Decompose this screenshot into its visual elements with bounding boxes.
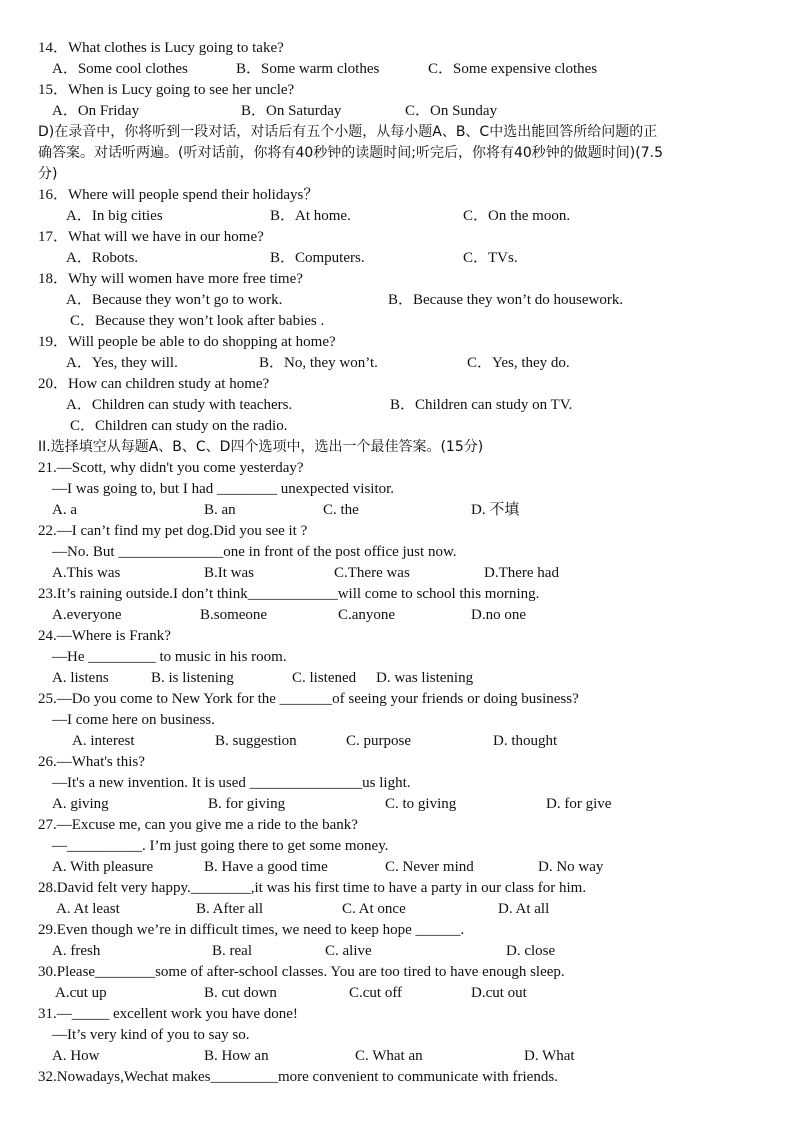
question-23-option-a: A.everyone (52, 607, 122, 623)
question-18-option-a: A．Because they won’t go to work. (66, 292, 283, 308)
question-23-option-d: D.no one (471, 607, 526, 623)
question-16-option-a: A．In big cities (66, 208, 163, 224)
question-31-option-b: B. How an (204, 1048, 269, 1064)
question-15-option-c: C．On Sunday (405, 103, 498, 119)
question-18-stem: 18．Why will women have more free time? (38, 271, 303, 287)
section-ii-heading: II.选择填空从每题A、B、C、D四个选项中，选出一个最佳答案。(15分) (38, 439, 484, 455)
question-16-option-b: B．At home. (270, 208, 351, 224)
question-31-reply: —It’s very kind of you to say so. (52, 1027, 250, 1043)
question-19-option-c: C．Yes, they do. (467, 355, 570, 371)
question-29-stem: 29.Even though we’re in difficult times, we need to keep hope ______. (38, 922, 465, 938)
question-28-option-d: D. At all (498, 901, 550, 917)
question-19-option-b: B．No, they won’t. (259, 355, 378, 371)
section-d-instruction-line3: 分) (38, 166, 58, 182)
question-18-option-c: C．Because they won’t look after babies . (70, 313, 325, 329)
question-31-stem: 31.—_____ excellent work you have done! (38, 1006, 298, 1022)
question-21-option-a: A. a (52, 502, 77, 518)
question-17-option-a: A．Robots. (66, 250, 139, 266)
question-17-option-b: B．Computers. (270, 250, 365, 266)
question-22-option-c: C.There was (334, 565, 410, 581)
question-24-option-b: B. is listening (151, 670, 234, 686)
question-27-option-d: D. No way (538, 859, 604, 875)
question-29-option-b: B. real (212, 943, 252, 959)
question-27-option-b: B. Have a good time (204, 859, 328, 875)
question-15-stem: 15．When is Lucy going to see her uncle? (38, 82, 295, 98)
question-21-stem: 21.—Scott, why didn't you come yesterday? (38, 460, 304, 476)
question-29-option-d: D. close (506, 943, 556, 959)
question-15-option-a: A．On Friday (52, 103, 140, 119)
question-27-option-c: C. Never mind (385, 859, 474, 875)
question-31-option-d: D. What (524, 1048, 575, 1064)
question-26-option-a: A. giving (52, 796, 109, 812)
question-24-stem: 24.—Where is Frank? (38, 628, 171, 644)
question-20-option-b: B．Children can study on TV. (390, 397, 573, 413)
question-30-stem: 30.Please________some of after-school classes. You are too tired to have enough sleep. (38, 964, 565, 980)
question-20-stem: 20．How can children study at home? (38, 376, 270, 392)
question-18-option-b: B．Because they won’t do housework. (388, 292, 624, 308)
question-28-stem: 28.David felt very happy.________,it was his first time to have a party in our class for him. (38, 880, 587, 896)
question-19-stem: 19．Will people be able to do shopping at home? (38, 334, 336, 350)
section-d-instruction-line1: D)在录音中，你将听到一段对话，对话后有五个小题，从每小题A、B、C中选出能回答所给问题的正 (38, 124, 658, 140)
question-21-option-d: D. 不填 (471, 502, 520, 518)
question-15-option-b: B．On Saturday (241, 103, 342, 119)
question-24-option-a: A. listens (52, 670, 109, 686)
question-14-option-c: C．Some expensive clothes (428, 61, 598, 77)
question-25-option-d: D. thought (493, 733, 558, 749)
question-29-option-a: A. fresh (52, 943, 101, 959)
question-21-reply: —I was going to, but I had ________ unexpected visitor. (52, 481, 395, 497)
question-27-option-a: A. With pleasure (52, 859, 154, 875)
question-25-option-b: B. suggestion (215, 733, 297, 749)
question-28-option-c: C. At once (342, 901, 406, 917)
question-25-reply: —I come here on business. (52, 712, 215, 728)
question-26-stem: 26.—What's this? (38, 754, 145, 770)
question-28-option-b: B. After all (196, 901, 264, 917)
question-27-stem: 27.—Excuse me, can you give me a ride to the bank? (38, 817, 358, 833)
question-25-option-a: A. interest (72, 733, 135, 749)
question-19-option-a: A．Yes, they will. (66, 355, 178, 371)
question-28-option-a: A. At least (56, 901, 120, 917)
question-29-option-c: C. alive (325, 943, 372, 959)
question-21-option-b: B. an (204, 502, 236, 518)
question-17-option-c: C．TVs. (463, 250, 518, 266)
question-30-option-c: C.cut off (349, 985, 403, 1001)
question-22-stem: 22.—I can’t find my pet dog.Did you see it ? (38, 523, 308, 539)
question-24-reply: —He _________ to music in his room. (52, 649, 287, 665)
question-23-option-c: C.anyone (338, 607, 396, 623)
question-24-option-d: D. was listening (376, 670, 474, 686)
question-21-option-c: C. the (323, 502, 359, 518)
question-31-option-c: C. What an (355, 1048, 423, 1064)
question-26-option-c: C. to giving (385, 796, 457, 812)
question-23-stem: 23.It’s raining outside.I don’t think____________will come to school this morning. (38, 586, 540, 602)
question-17-stem: 17．What will we have in our home? (38, 229, 264, 245)
question-22-option-d: D.There had (484, 565, 559, 581)
question-16-stem: 16．Where will people spend their holidays？ (38, 187, 319, 203)
question-16-option-c: C．On the moon. (463, 208, 571, 224)
question-20-option-a: A．Children can study with teachers. (66, 397, 293, 413)
question-32-stem: 32.Nowadays,Wechat makes_________more convenient to communicate with friends. (38, 1069, 558, 1085)
question-30-option-b: B. cut down (204, 985, 277, 1001)
question-31-option-a: A. How (52, 1048, 100, 1064)
question-26-option-d: D. for give (546, 796, 612, 812)
question-25-stem: 25.—Do you come to New York for the _______of seeing your friends or doing business? (38, 691, 579, 707)
section-d-instruction-line2: 确答案。对话听两遍。(听对话前，你将有40秒钟的读题时间;听完后，你将有40秒钟的做题时间)(7.5 (38, 145, 663, 161)
question-14-stem: 14．What clothes is Lucy going to take? (38, 40, 284, 56)
question-24-option-c: C. listened (292, 670, 357, 686)
question-22-option-a: A.This was (52, 565, 121, 581)
question-20-option-c: C．Children can study on the radio. (70, 418, 288, 434)
question-14-option-b: B．Some warm clothes (236, 61, 380, 77)
question-25-option-c: C. purpose (346, 733, 411, 749)
question-27-reply: —__________. I’m just going there to get some money. (52, 838, 389, 854)
question-22-reply: —No. But ______________one in front of the post office just now. (52, 544, 457, 560)
question-23-option-b: B.someone (200, 607, 268, 623)
question-26-reply: —It's a new invention. It is used _______________us light. (52, 775, 411, 791)
question-26-option-b: B. for giving (208, 796, 286, 812)
question-14-option-a: A．Some cool clothes (52, 61, 188, 77)
question-30-option-d: D.cut out (471, 985, 527, 1001)
question-30-option-a: A.cut up (55, 985, 107, 1001)
question-22-option-b: B.It was (204, 565, 254, 581)
